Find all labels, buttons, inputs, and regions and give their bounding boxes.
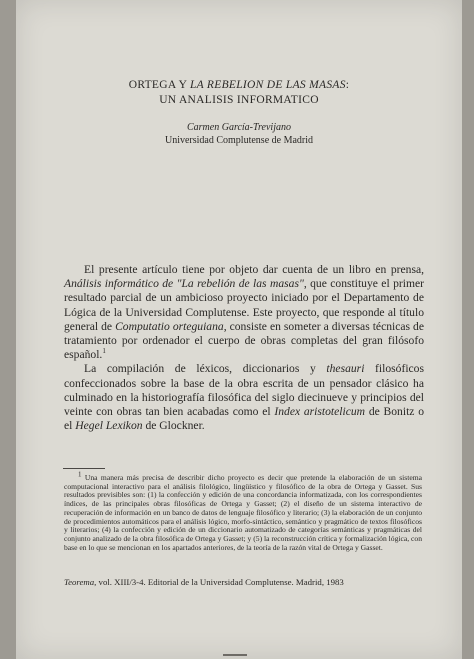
- article-title-line-2: UN ANALISIS INFORMATICO: [159, 94, 319, 106]
- footnote: [64, 470, 422, 552]
- scan-mark: [223, 654, 247, 656]
- p2-text-a: La compilación de léxicos, diccionarios y: [84, 362, 327, 376]
- title-suffix: :: [345, 79, 350, 91]
- paragraph-1: [64, 263, 424, 362]
- footnote-reference: 1: [102, 347, 106, 356]
- journal-name: Teorema: [64, 577, 95, 587]
- p1-text-e: , consiste en someter a diversas técnicas de tratamiento por ordenador el cuerpo de obras completas del gran filósofo español.: [64, 319, 424, 362]
- paper-page: [16, 0, 462, 659]
- paragraph-2: [64, 362, 424, 433]
- p1-text-a: El presente artículo tiene por objeto dar cuenta de un libro en prensa,: [84, 263, 424, 276]
- article-body: [64, 263, 424, 433]
- footnote-paragraph: [64, 470, 422, 552]
- p2-text-e: de Bonitz o el: [64, 405, 424, 433]
- footnote-divider: [63, 468, 105, 469]
- footnote-number: 1: [78, 470, 82, 479]
- journal-citation: [64, 577, 344, 587]
- p2-text-g: de Glockner.: [142, 419, 205, 433]
- p2-text-c: filosóficos confeccionados sobre la base de la obra escrita de un pensador clásico ha culminado en la historiografía filosófica del siglo diecinueve y principios del veinte con obras tan bien acabadas como el: [64, 362, 424, 419]
- p2-thesauri: thesauri: [326, 362, 365, 376]
- journal-details: , vol. XIII/3-4. Editorial de la Universidad Complutense. Madrid, 1983: [94, 577, 344, 587]
- p1-text-c: , que constituye el primer resultado parcial de un ambicioso proyecto iniciado por el Departamento de Lógica de la Universidad Complutense. Este proyecto, que responde al título general de: [64, 277, 424, 333]
- title-book-name: LA REBELION DE LAS MASAS: [189, 79, 346, 91]
- p1-book-title: Análisis informático de "La rebelión de las masas": [64, 277, 304, 291]
- p2-index-title: Index aristotelicum: [274, 405, 366, 419]
- footnote-text: Una manera más precisa de describir dicho proyecto es decir que pretende la elaboración de un sistema computacional interactivo para el análisis filológico, lingüístico y filosófico de la obra de Ortega y Gasset. Sus resultados previsibles son: (1) la confección y edición de una concordancia informatizada, con los correspondientes índices, de las principales obras filosóficas de Ortega y Gasset; (2) el diseño de un sistema interactivo de recuperación de información en un banco de datos de lenguaje filosófico y literario; (3) la elaboración de un conjunto de procedimientos automáticos para el análisis lógico, morfo-sintáctico, semántico y pragmático de textos filosóficos y literarios; (4) la confección y edición de un diccionario automatizado de categorías semánticas y pragmáticas del conjunto analizado de la obra filosófica de Ortega y Gasset; y (5) la reconstrucción crítica y formalización lógica, con base en lo que se mencionan en los apartados anteriores, de la teoría de la razón vital de Ortega y Gasset.: [64, 473, 422, 552]
- title-prefix: ORTEGA Y: [128, 79, 190, 91]
- author-name: Carmen García-Trevijano: [187, 122, 291, 133]
- p2-lexikon-title: Hegel Lexikon: [75, 419, 143, 433]
- author-affiliation: Universidad Complutense de Madrid: [164, 135, 314, 146]
- p1-project-title: Computatio orteguiana: [115, 319, 224, 333]
- article-title-line-1: [16, 79, 462, 91]
